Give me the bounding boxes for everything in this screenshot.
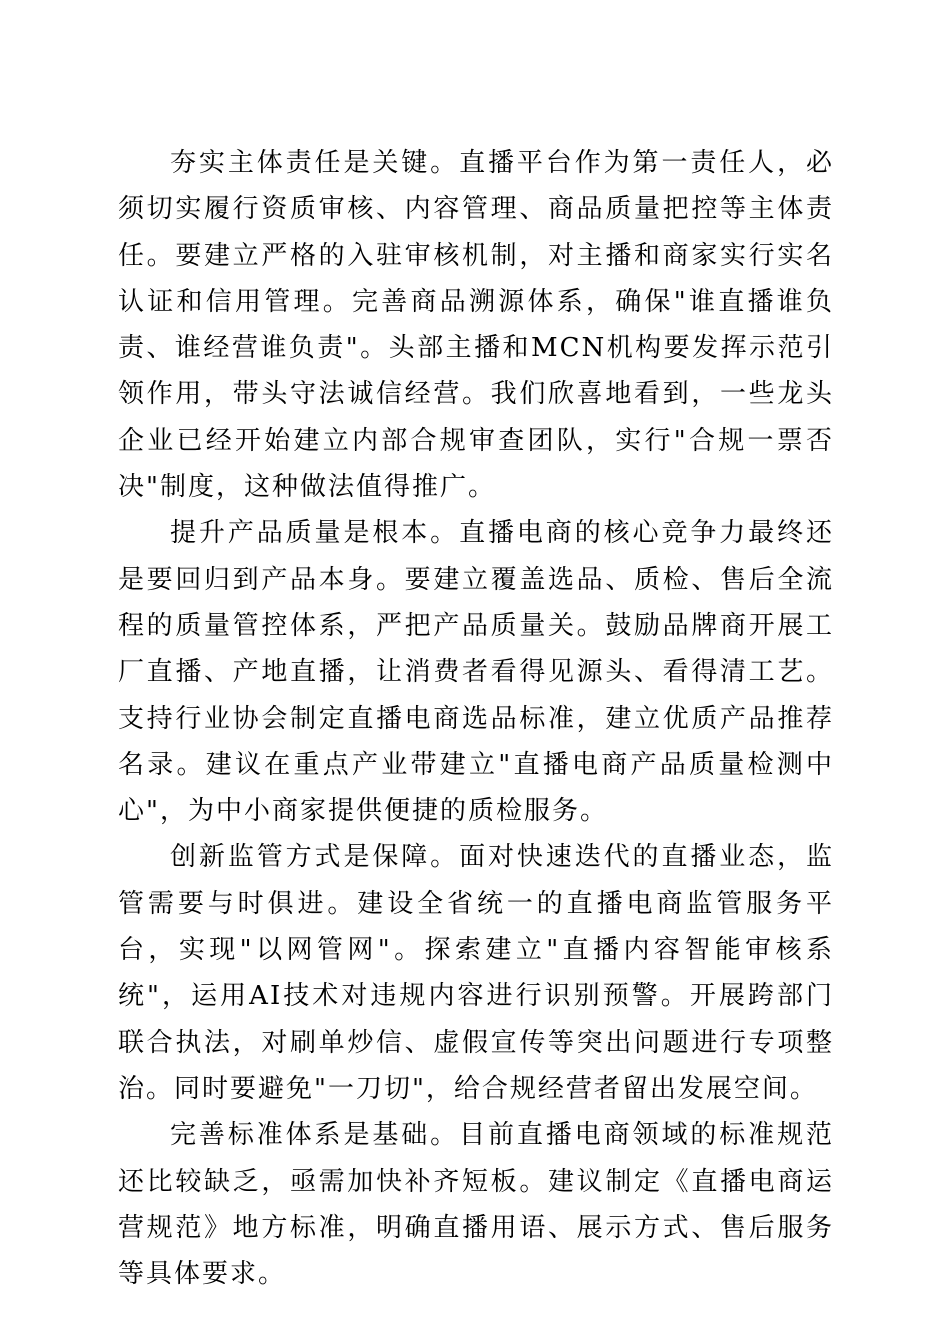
paragraph-main-responsibility: 夯实主体责任是关键。直播平台作为第一责任人，必须切实履行资质审核、内容管理、商品质量把控等主体责任。要建立严格的入驻审核机制，对主播和商家实行实名认证和信用管理。完善商品溯源体系，确保"谁直播谁负责、谁经营谁负责"。头部主播和MCN机构要发挥示范引领作用，带头守法诚信经营。我们欣喜地看到，一些龙头企业已经开始建立内部合规审查团队，实行"合规一票否决"制度，这种做法值得推广。 bbox=[118, 148, 834, 503]
paragraph-product-quality: 提升产品质量是根本。直播电商的核心竞争力最终还是要回归到产品本身。要建立覆盖选品、质检、售后全流程的质量管控体系，严把产品质量关。鼓励品牌商开展工厂直播、产地直播，让消费者看得见源头、看得清工艺。支持行业协会制定直播电商选品标准，建立优质产品推荐名录。建议在重点产业带建立"直播电商产品质量检测中心"，为中小商家提供便捷的质检服务。 bbox=[118, 518, 834, 827]
document-body bbox=[118, 140, 834, 1297]
paragraph-regulation-innovation: 创新监管方式是保障。面对快速迭代的直播业态，监管需要与时俱进。建设全省统一的直播电商监管服务平台，实现"以网管网"。探索建立"直播内容智能审核系统"，运用AI技术对违规内容进行识别预警。开展跨部门联合执法，对刷单炒信、虚假宣传等突出问题进行专项整治。同时要避免"一刀切"，给合规经营者留出发展空间。 bbox=[118, 842, 834, 1104]
paragraph-standards-system: 完善标准体系是基础。目前直播电商领域的标准规范还比较缺乏，亟需加快补齐短板。建议制定《直播电商运营规范》地方标准，明确直播用语、展示方式、售后服务等具体要求。 bbox=[118, 1120, 834, 1290]
